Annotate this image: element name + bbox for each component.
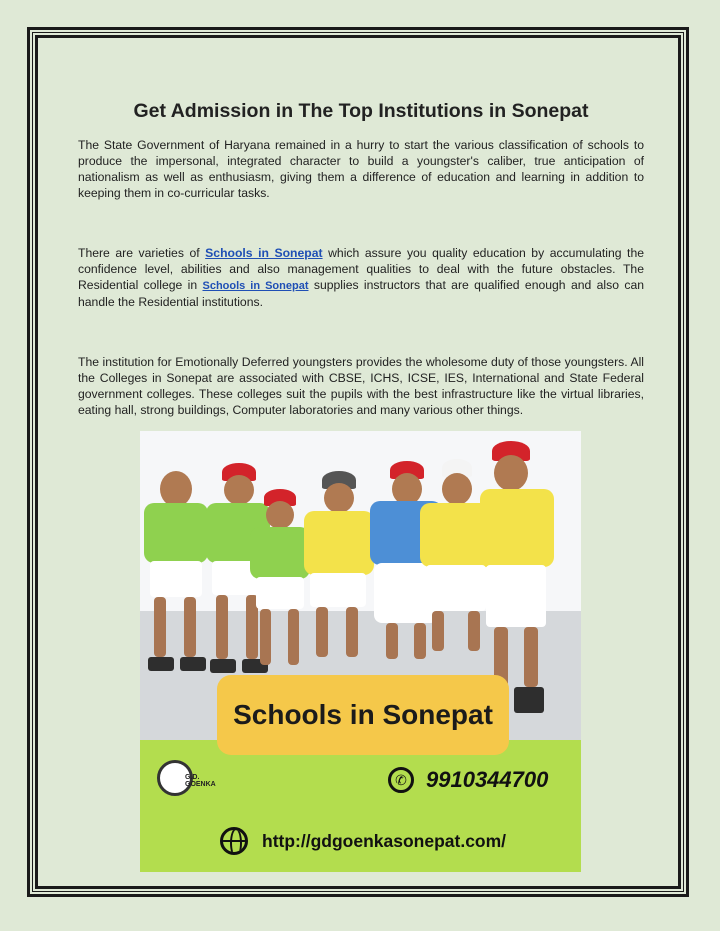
phone-contact bbox=[388, 767, 548, 793]
paragraph-intro: The State Government of Haryana remained in a hurry to start the various classification of schools to produce the impersonal, integrated character to build a youngster's caliber, true anticipation of nationalism as well as enthusiasm, giving them a difference of education and learning in addition to keeping them in co-curricular tasks. bbox=[78, 138, 644, 200]
banner-text: Schools in Sonepat bbox=[233, 699, 493, 730]
schools-banner bbox=[217, 675, 509, 755]
logo-text: G.D. GOENKA bbox=[185, 774, 216, 788]
page-title: Get Admission in The Top Institutions in Sonepat bbox=[133, 100, 589, 122]
paragraph-institution: The institution for Emotionally Deferred youngsters provides the wholesome duty of those youngsters. All the Colleges in Sonepat are associated with CBSE, ICHS, ICSE, IES, International and State Federal government colleges. These colleges suit the pupils with the best infrastructure like the virtual libraries, eating hall, strong buildings, Computer laboratories and many various other things. bbox=[78, 355, 644, 417]
schools-in-sonepat-link[interactable]: Schools in Sonepat bbox=[205, 246, 323, 260]
paragraph-text: which assure you quality education by accumulating the confidence level, abilities and also management qualities to deal with the future obstacles. The Residential college in bbox=[78, 246, 644, 292]
school-logo bbox=[157, 760, 223, 800]
document-body bbox=[78, 100, 644, 418]
website-url: http://gdgoenkasonepat.com/ bbox=[262, 830, 507, 851]
schools-in-sonepat-link-2[interactable]: Schools in Sonepat bbox=[202, 280, 309, 292]
paragraph-varieties bbox=[78, 245, 644, 310]
phone-icon: ✆ bbox=[388, 767, 414, 793]
phone-number: 9910344700 bbox=[426, 767, 549, 792]
website-contact bbox=[220, 827, 506, 855]
globe-icon bbox=[220, 827, 248, 855]
paragraph-text: supplies instructors that are qualified enough and also can handle the Residential institutions. bbox=[78, 278, 644, 309]
paragraph-text: There are varieties of bbox=[78, 246, 206, 260]
